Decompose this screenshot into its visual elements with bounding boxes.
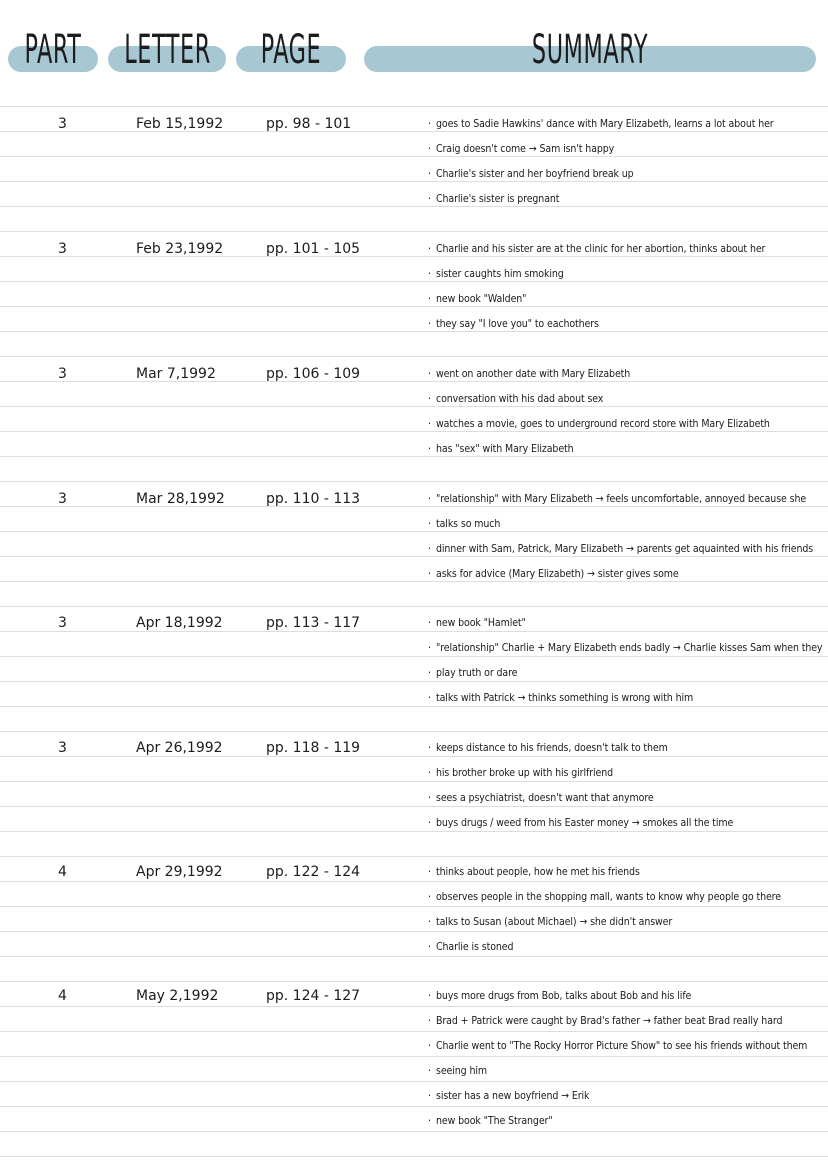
bullet-icon: · xyxy=(428,118,431,130)
summary-text: talks so much xyxy=(436,518,501,530)
summary-item xyxy=(428,611,824,636)
page-range-cell: pp. 118 - 119 xyxy=(266,740,361,756)
summary-item xyxy=(428,262,824,287)
summary-text: thinks about people, how he met his friends xyxy=(436,866,640,878)
summary-item xyxy=(428,137,824,162)
summary-text: has "sex" with Mary Elizabeth xyxy=(436,443,574,455)
summary-text: sister has a new boyfriend → Erik xyxy=(436,1090,590,1102)
summary-item xyxy=(428,686,824,711)
summary-text: Brad + Patrick were caught by Brad's father → father beat Brad really hard xyxy=(436,1015,783,1027)
summary-item xyxy=(428,162,824,187)
summary-list xyxy=(428,487,824,587)
table-row xyxy=(0,232,828,342)
summary-item xyxy=(428,860,824,885)
part-cell: 3 xyxy=(58,116,67,132)
bullet-icon: · xyxy=(428,543,431,555)
summary-text: Charlie's sister is pregnant xyxy=(436,193,560,205)
summary-text: new book "Walden" xyxy=(436,293,527,305)
bullet-icon: · xyxy=(428,767,431,779)
table-header xyxy=(0,0,828,100)
part-header: PART xyxy=(24,27,82,73)
summary-text: Charlie went to "The Rocky Horror Picture Show" to see his friends without them xyxy=(436,1040,808,1052)
summary-text: his brother broke up with his girlfriend xyxy=(436,767,614,779)
bullet-icon: · xyxy=(428,243,431,255)
bullet-icon: · xyxy=(428,418,431,430)
letter-date-cell: Feb 15,1992 xyxy=(136,116,224,132)
bullet-icon: · xyxy=(428,891,431,903)
summary-list xyxy=(428,362,824,462)
summary-item xyxy=(428,512,824,537)
summary-item xyxy=(428,187,824,212)
summary-text: Charlie's sister and her boyfriend break up xyxy=(436,168,634,180)
summary-header: SUMMARY xyxy=(531,27,649,73)
bullet-icon: · xyxy=(428,617,431,629)
summary-text: dinner with Sam, Patrick, Mary Elizabeth → parents get aquainted with his friends xyxy=(436,543,814,555)
bullet-icon: · xyxy=(428,667,431,679)
summary-item xyxy=(428,736,824,761)
summary-text: buys more drugs from Bob, talks about Bob and his life xyxy=(436,990,692,1002)
bullet-icon: · xyxy=(428,1015,431,1027)
page-range-cell: pp. 113 - 117 xyxy=(266,615,361,631)
page-range-cell: pp. 122 - 124 xyxy=(266,864,361,880)
bullet-icon: · xyxy=(428,393,431,405)
summary-text: asks for advice (Mary Elizabeth) → sister gives some xyxy=(436,568,679,580)
summary-item xyxy=(428,984,824,1009)
summary-text: conversation with his dad about sex xyxy=(436,393,604,405)
summary-item xyxy=(428,562,824,587)
summary-item xyxy=(428,1109,824,1134)
bullet-icon: · xyxy=(428,168,431,180)
bullet-icon: · xyxy=(428,792,431,804)
summary-text: Charlie and his sister are at the clinic for her abortion, thinks about her xyxy=(436,243,766,255)
summary-item xyxy=(428,412,824,437)
table-row xyxy=(0,107,828,217)
letter-date-cell: May 2,1992 xyxy=(136,988,219,1004)
part-cell: 3 xyxy=(58,241,67,257)
summary-text: "relationship" with Mary Elizabeth → feels uncomfortable, annoyed because she xyxy=(436,493,807,505)
part-cell: 3 xyxy=(58,615,67,631)
summary-text: watches a movie, goes to underground record store with Mary Elizabeth xyxy=(436,418,770,430)
summary-item xyxy=(428,487,824,512)
summary-item xyxy=(428,237,824,262)
summary-text: sister caughts him smoking xyxy=(436,268,564,280)
summary-list xyxy=(428,611,824,711)
summary-item xyxy=(428,661,824,686)
summary-text: Charlie is stoned xyxy=(436,941,514,953)
part-cell: 3 xyxy=(58,366,67,382)
summary-text: observes people in the shopping mall, wants to know why people go there xyxy=(436,891,781,903)
summary-item xyxy=(428,112,824,137)
summary-list xyxy=(428,237,824,337)
summary-text: sees a psychiatrist, doesn't want that anymore xyxy=(436,792,654,804)
bullet-icon: · xyxy=(428,866,431,878)
summary-list xyxy=(428,984,824,1134)
summary-item xyxy=(428,786,824,811)
summary-item xyxy=(428,387,824,412)
summary-item xyxy=(428,537,824,562)
page-header: PAGE xyxy=(260,27,322,73)
letter-date-cell: Apr 29,1992 xyxy=(136,864,223,880)
part-cell: 4 xyxy=(58,864,67,880)
table-row xyxy=(0,855,828,965)
summary-item xyxy=(428,935,824,960)
letter-date-cell: Feb 23,1992 xyxy=(136,241,224,257)
letter-date-cell: Mar 7,1992 xyxy=(136,366,216,382)
page-range-cell: pp. 98 - 101 xyxy=(266,116,352,132)
summary-item xyxy=(428,287,824,312)
summary-item xyxy=(428,362,824,387)
part-cell: 3 xyxy=(58,740,67,756)
summary-text: talks to Susan (about Michael) → she didn't answer xyxy=(436,916,673,928)
letter-date-cell: Apr 26,1992 xyxy=(136,740,223,756)
summary-item xyxy=(428,910,824,935)
bullet-icon: · xyxy=(428,143,431,155)
page-range-cell: pp. 110 - 113 xyxy=(266,491,361,507)
summary-item xyxy=(428,1009,824,1034)
summary-text: keeps distance to his friends, doesn't talk to them xyxy=(436,742,668,754)
summary-item xyxy=(428,636,824,661)
summary-item xyxy=(428,312,824,337)
summary-item xyxy=(428,437,824,462)
summary-text: seeing him xyxy=(436,1065,487,1077)
summary-text: play truth or dare xyxy=(436,667,518,679)
summary-item xyxy=(428,1084,824,1109)
bullet-icon: · xyxy=(428,742,431,754)
bullet-icon: · xyxy=(428,193,431,205)
bullet-icon: · xyxy=(428,568,431,580)
bullet-icon: · xyxy=(428,1090,431,1102)
letter-header: LETTER xyxy=(124,27,211,73)
summary-text: new book "The Stranger" xyxy=(436,1115,553,1127)
bullet-icon: · xyxy=(428,990,431,1002)
summary-text: new book "Hamlet" xyxy=(436,617,526,629)
bullet-icon: · xyxy=(428,916,431,928)
summary-text: Craig doesn't come → Sam isn't happy xyxy=(436,143,615,155)
letter-date-cell: Mar 28,1992 xyxy=(136,491,225,507)
letter-date-cell: Apr 18,1992 xyxy=(136,615,223,631)
table-row xyxy=(0,606,828,716)
summary-item xyxy=(428,761,824,786)
part-cell: 3 xyxy=(58,491,67,507)
summary-item xyxy=(428,1034,824,1059)
bullet-icon: · xyxy=(428,443,431,455)
summary-text: went on another date with Mary Elizabeth xyxy=(436,368,631,380)
bullet-icon: · xyxy=(428,642,431,654)
bullet-icon: · xyxy=(428,1115,431,1127)
bullet-icon: · xyxy=(428,817,431,829)
summary-list xyxy=(428,736,824,836)
summary-text: goes to Sadie Hawkins' dance with Mary Elizabeth, learns a lot about her xyxy=(436,118,774,130)
bullet-icon: · xyxy=(428,493,431,505)
summary-text: "relationship" Charlie + Mary Elizabeth ends badly → Charlie kisses Sam when they xyxy=(436,642,823,654)
table-row xyxy=(0,482,828,592)
summary-item xyxy=(428,811,824,836)
bullet-icon: · xyxy=(428,1040,431,1052)
bullet-icon: · xyxy=(428,941,431,953)
summary-item xyxy=(428,885,824,910)
page-range-cell: pp. 124 - 127 xyxy=(266,988,361,1004)
summary-list xyxy=(428,860,824,960)
part-cell: 4 xyxy=(58,988,67,1004)
bullet-icon: · xyxy=(428,692,431,704)
table-row xyxy=(0,357,828,467)
table-row xyxy=(0,979,828,1139)
bullet-icon: · xyxy=(428,368,431,380)
table-row xyxy=(0,731,828,841)
page-range-cell: pp. 101 - 105 xyxy=(266,241,361,257)
bullet-icon: · xyxy=(428,268,431,280)
bullet-icon: · xyxy=(428,318,431,330)
bullet-icon: · xyxy=(428,1065,431,1077)
summary-text: they say "I love you" to eachothers xyxy=(436,318,599,330)
summary-list xyxy=(428,112,824,212)
bullet-icon: · xyxy=(428,293,431,305)
summary-item xyxy=(428,1059,824,1084)
summary-text: talks with Patrick → thinks something is wrong with him xyxy=(436,692,694,704)
bullet-icon: · xyxy=(428,518,431,530)
page-range-cell: pp. 106 - 109 xyxy=(266,366,361,382)
summary-text: buys drugs / weed from his Easter money → smokes all the time xyxy=(436,817,734,829)
